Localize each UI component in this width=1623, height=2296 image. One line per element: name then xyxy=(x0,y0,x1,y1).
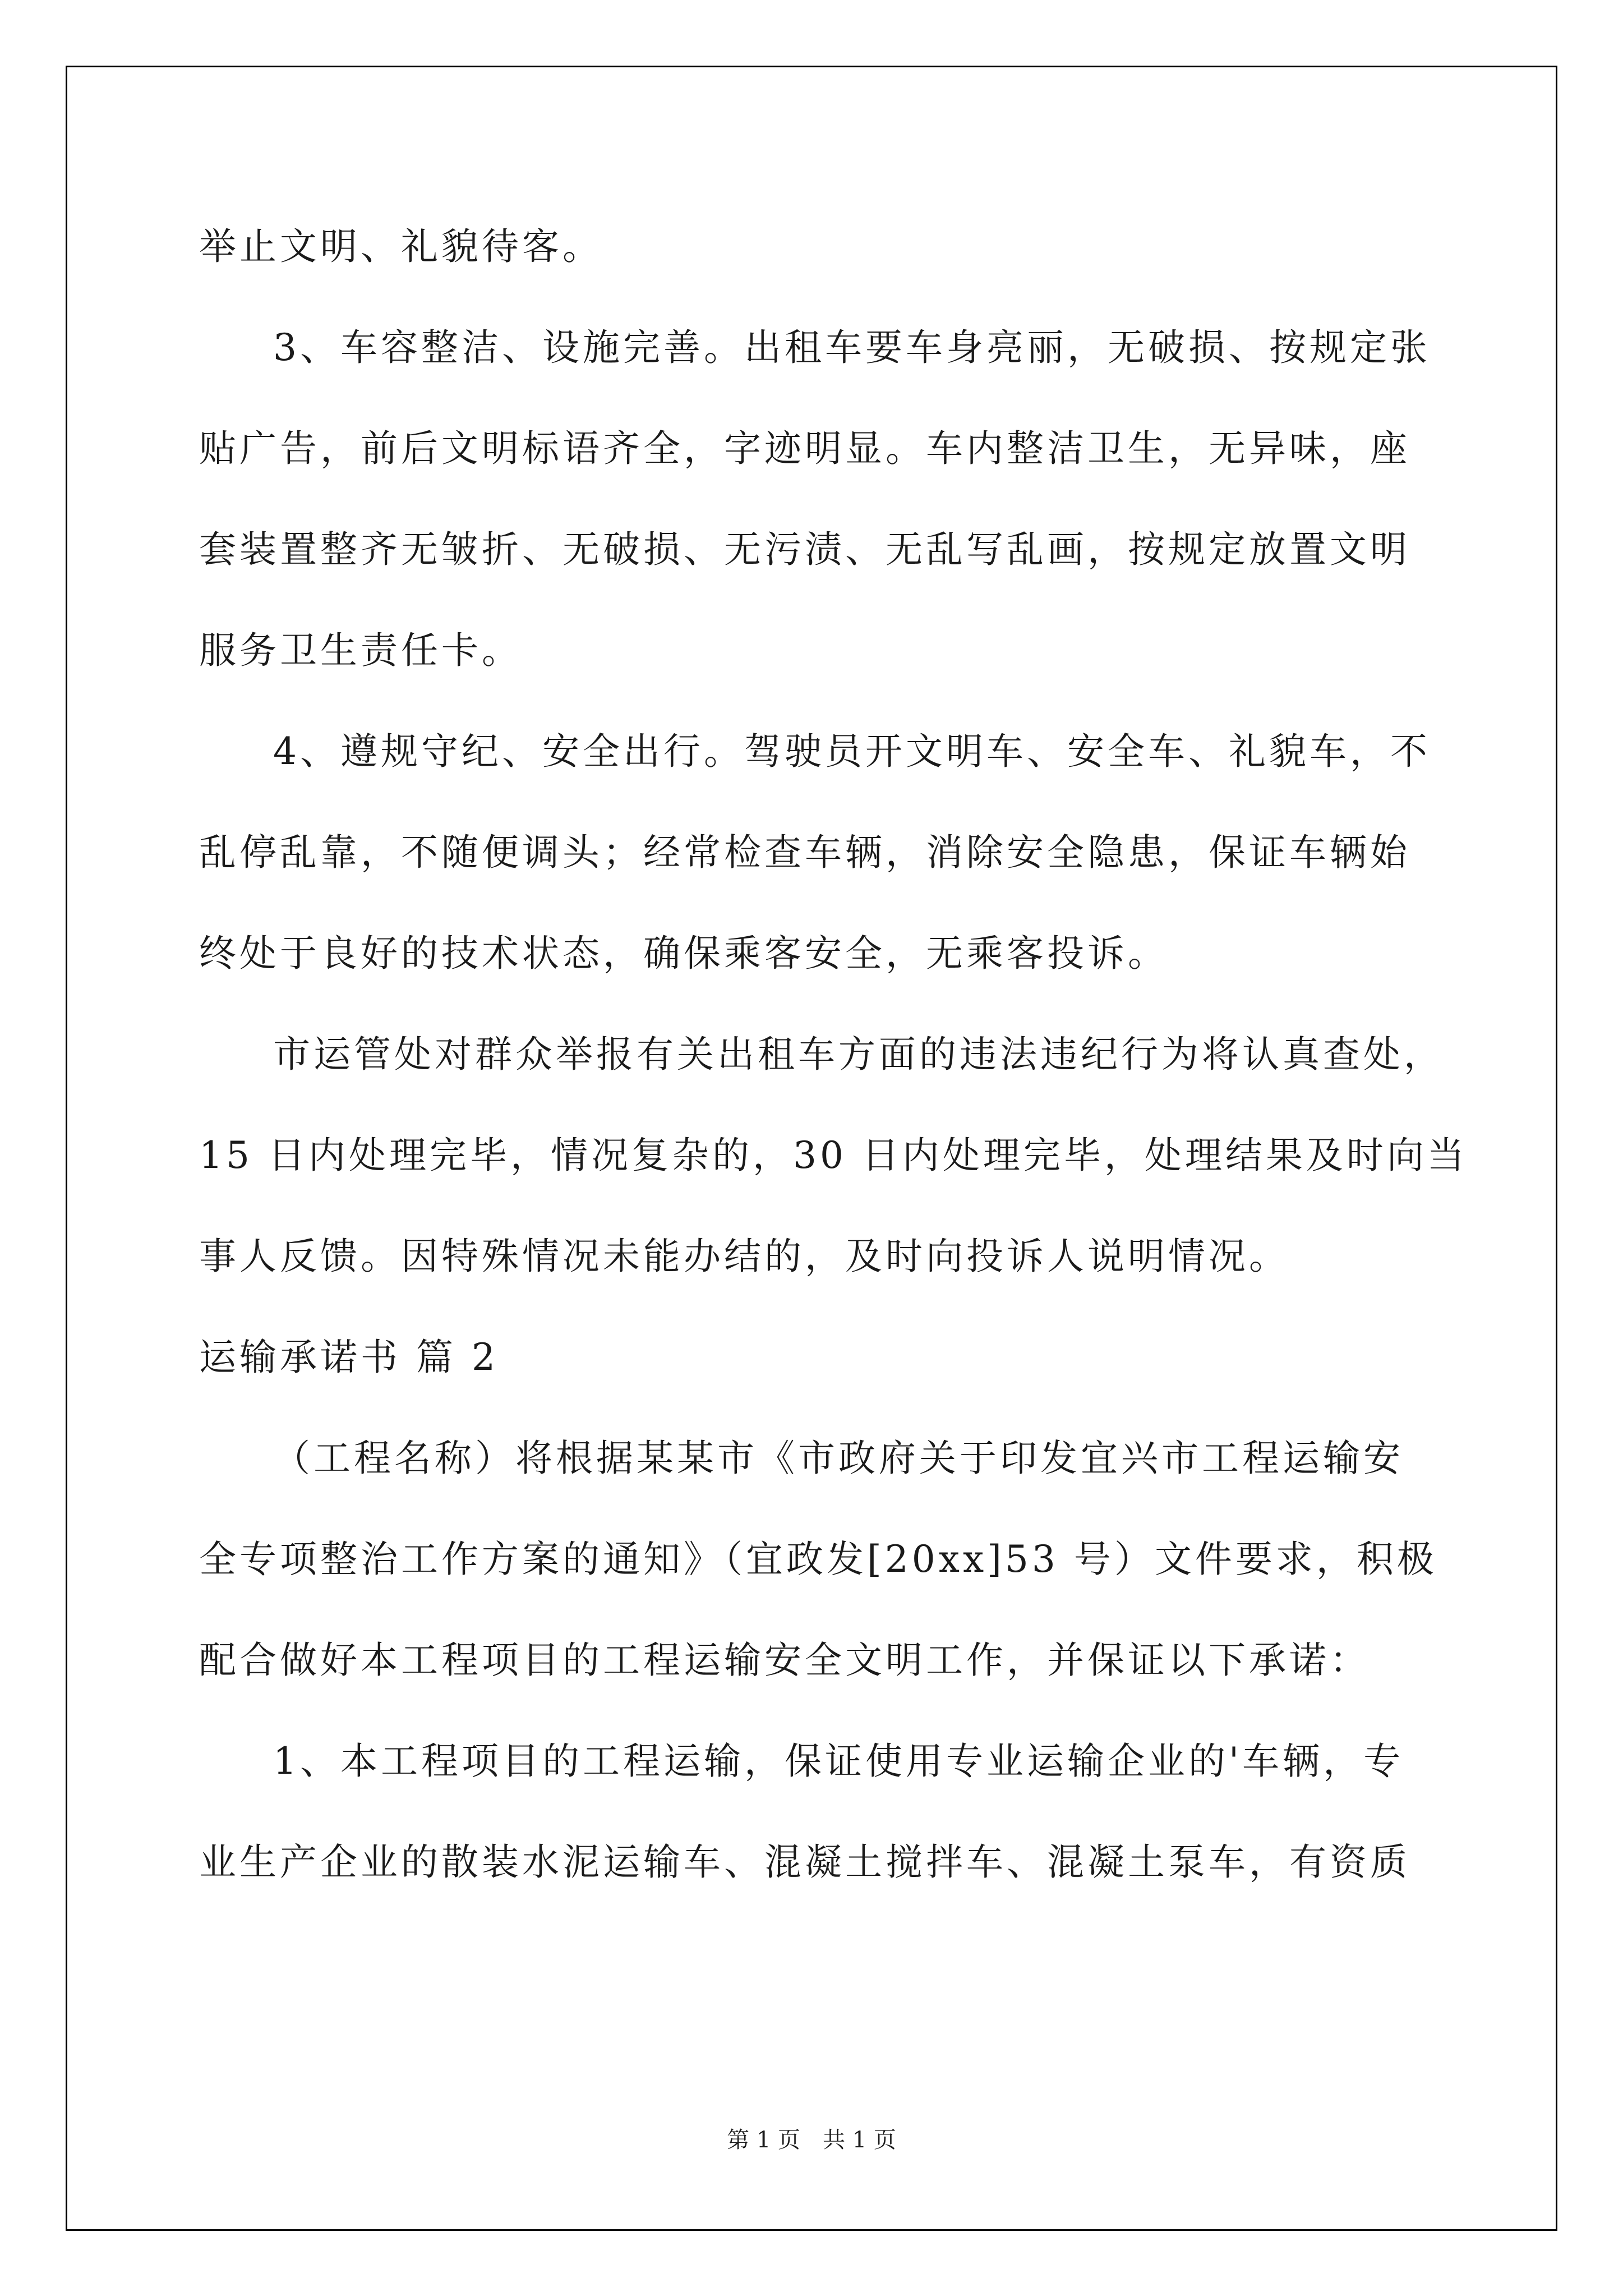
text-line: 举止文明、礼貌待客。 xyxy=(199,225,603,268)
paragraph-start-line: 3、车容整洁、设施完善。出租车要车身亮丽，无破损、按规定张 xyxy=(273,326,1431,369)
text-line: 全专项整治工作方案的通知》（宜政发[20xx]53 号）文件要求，积极 xyxy=(199,1538,1437,1581)
page-number-footer: 第 1 页 共 1 页 xyxy=(727,2127,896,2153)
paragraph-start-line: 1、本工程项目的工程运输，保证使用专业运输企业的'车辆，专 xyxy=(273,1740,1404,1783)
text-line: 15 日内处理完毕，情况复杂的，30 日内处理完毕，处理结果及时向当 xyxy=(199,1134,1468,1177)
text-line: 乱停乱靠，不随便调头；经常检查车辆，消除安全隐患，保证车辆始 xyxy=(199,831,1410,874)
text-line: 配合做好本工程项目的工程运输安全文明工作，并保证以下承诺： xyxy=(199,1639,1370,1682)
text-line: 服务卫生责任卡。 xyxy=(199,629,522,672)
text-line: 套装置整齐无皱折、无破损、无污渍、无乱写乱画，按规定放置文明 xyxy=(199,528,1410,571)
section-heading: 运输承诺书 篇 2 xyxy=(199,1336,499,1379)
paragraph-start-line: （工程名称）将根据某某市《市政府关于印发宜兴市工程运输安 xyxy=(273,1437,1404,1480)
text-line: 业生产企业的散装水泥运输车、混凝土搅拌车、混凝土泵车，有资质 xyxy=(199,1841,1410,1884)
paragraph-start-line: 市运管处对群众举报有关出租车方面的违法违纪行为将认真查处， xyxy=(273,1033,1444,1076)
text-line: 贴广告，前后文明标语齐全，字迹明显。车内整洁卫生，无异味，座 xyxy=(199,427,1410,470)
text-line: 事人反馈。因特殊情况未能办结的，及时向投诉人说明情况。 xyxy=(199,1235,1289,1278)
paragraph-start-line: 4、遵规守纪、安全出行。驾驶员开文明车、安全车、礼貌车，不 xyxy=(273,730,1431,773)
text-line: 终处于良好的技术状态，确保乘客安全，无乘客投诉。 xyxy=(199,932,1168,975)
